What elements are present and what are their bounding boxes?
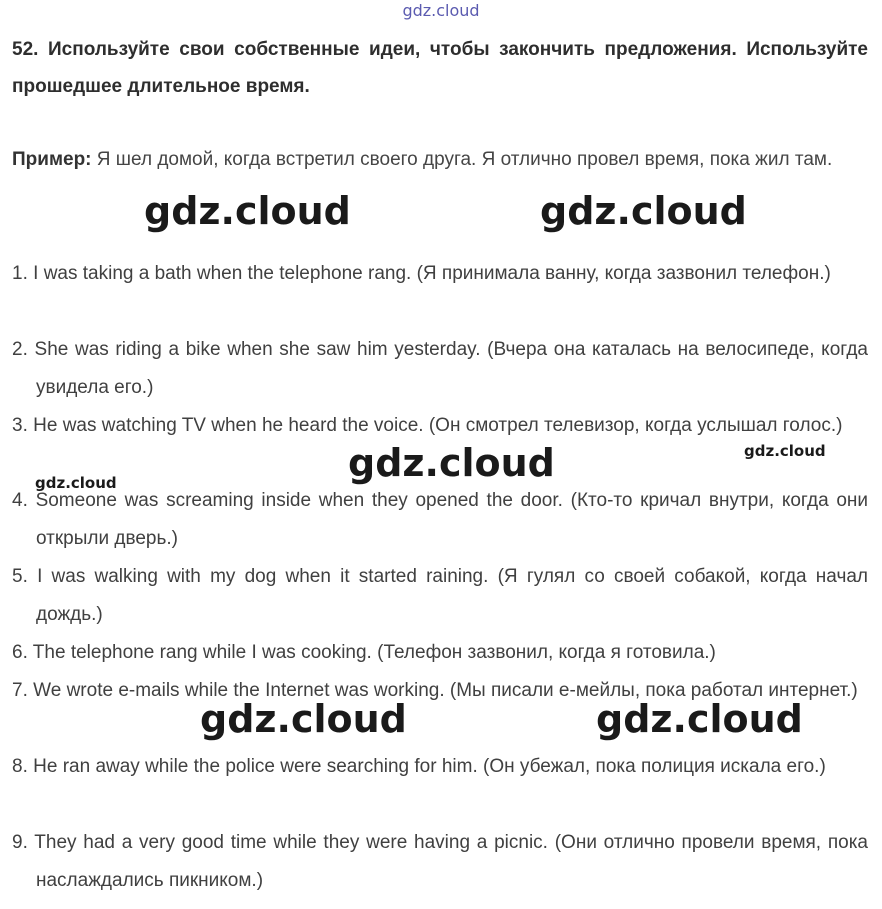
item-text: Someone was screaming inside when they opened the door. (Кто-то кричал внутри, когда они открыли дверь.) <box>35 490 869 549</box>
item-text: We wrote e-mails while the Internet was working. (Мы писали е-мейлы, пока работал интернет.) <box>33 680 858 701</box>
item-number: 1. <box>12 263 28 284</box>
watermark-top: gdz.cloud <box>402 1 480 20</box>
item-number: 9. <box>12 832 28 853</box>
list-item-3 <box>12 407 868 445</box>
example-label: Пример: <box>12 149 92 170</box>
task-heading: 52. Используйте свои собственные идеи, чтобы закончить предложения. Используйте прошедшее длительное время. <box>12 39 868 97</box>
item-number: 3. <box>12 415 28 436</box>
item-text: She was riding a bike when she saw him yesterday. (Вчера она каталась на велосипеде, когда увидела его.) <box>34 339 868 398</box>
item-text: He was watching TV when he heard the voice. (Он смотрел телевизор, когда услышал голос.) <box>33 415 843 436</box>
item-number: 7. <box>12 680 28 701</box>
list-item-4 <box>12 482 868 558</box>
item-text: He ran away while the police were searching for him. (Он убежал, пока полиция искала его.) <box>33 756 826 777</box>
item-number: 4. <box>12 490 28 511</box>
watermark: gdz.cloud <box>744 442 826 460</box>
watermark: gdz.cloud <box>348 441 555 485</box>
item-text: I was taking a bath when the telephone rang. (Я принимала ванну, когда зазвонил телефон.) <box>33 263 831 284</box>
item-number: 2. <box>12 339 28 360</box>
item-number: 6. <box>12 642 28 663</box>
list-item-5 <box>12 558 868 634</box>
item-text: I was walking with my dog when it started raining. (Я гулял со своей собакой, когда начал дождь.) <box>36 566 868 625</box>
list-item-1 <box>12 255 868 293</box>
watermark: gdz.cloud <box>144 189 351 233</box>
watermark: gdz.cloud <box>540 189 747 233</box>
item-text: The telephone rang while I was cooking. (Телефон зазвонил, когда я готовила.) <box>32 642 716 663</box>
watermark: gdz.cloud <box>200 697 407 741</box>
list-item-6 <box>12 634 868 672</box>
watermark: gdz.cloud <box>35 474 117 492</box>
item-text: They had a very good time while they were having a picnic. (Они отлично провели время, пока наслаждались пикником.) <box>34 832 868 891</box>
example-paragraph <box>12 141 868 179</box>
item-number: 8. <box>12 756 28 777</box>
item-number: 5. <box>12 566 28 587</box>
watermark: gdz.cloud <box>596 697 803 741</box>
list-item-9 <box>12 824 868 900</box>
list-item-8 <box>12 748 868 786</box>
list-item-2 <box>12 331 868 407</box>
example-text: Я шел домой, когда встретил своего друга. Я отлично провел время, пока жил там. <box>91 149 833 170</box>
